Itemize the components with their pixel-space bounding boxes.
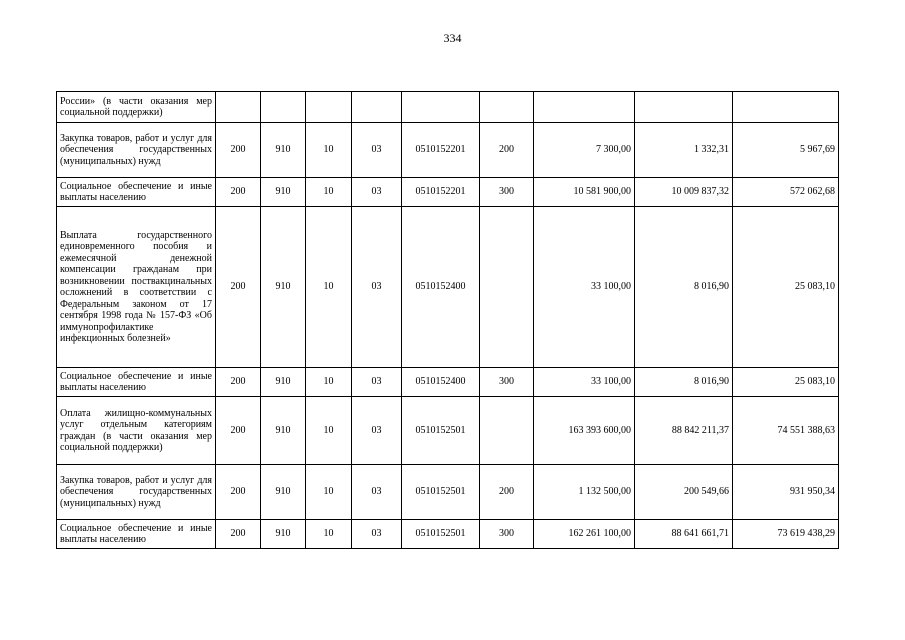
cell-plan: 163 393 600,00 (534, 397, 635, 465)
cell-pr: 03 (352, 178, 402, 207)
table-row (57, 207, 839, 368)
table-row (57, 520, 839, 549)
cell-vr: 300 (480, 520, 534, 549)
cell-exec: 1 332,31 (635, 123, 733, 178)
cell-rz: 10 (306, 520, 352, 549)
table-row (57, 123, 839, 178)
page-number: 334 (443, 31, 462, 45)
cell-plan: 33 100,00 (534, 207, 635, 368)
cell-exec: 8 016,90 (635, 368, 733, 397)
cell-gr: 200 (216, 397, 261, 465)
cell-csr: 0510152501 (402, 465, 480, 520)
cell-vr: 200 (480, 465, 534, 520)
cell-rz: 10 (306, 397, 352, 465)
cell-ved: 910 (261, 207, 306, 368)
cell-pr: 03 (352, 520, 402, 549)
cell-csr: 0510152201 (402, 178, 480, 207)
row-name: Социальное обеспечение и иные выплаты населению (57, 178, 216, 207)
cell-plan: 33 100,00 (534, 368, 635, 397)
cell-gr: 200 (216, 368, 261, 397)
cell-rest: 25 083,10 (733, 368, 839, 397)
cell-plan (534, 92, 635, 123)
cell-rest: 73 619 438,29 (733, 520, 839, 549)
cell-gr: 200 (216, 123, 261, 178)
table-row (57, 178, 839, 207)
cell-exec: 200 549,66 (635, 465, 733, 520)
row-name: Выплата государственного единовременного пособия и ежемесячной денежной компенсации гражданам при возникновении поствакцинальных осложнений в соответствии с Федеральным законом от 17 сентября 1998 года № 157-ФЗ «Об иммунопрофилактике инфекционных болезней» (57, 207, 216, 368)
cell-rest: 5 967,69 (733, 123, 839, 178)
cell-rz: 10 (306, 465, 352, 520)
cell-plan: 7 300,00 (534, 123, 635, 178)
cell-pr: 03 (352, 207, 402, 368)
cell-csr: 0510152400 (402, 207, 480, 368)
cell-pr: 03 (352, 123, 402, 178)
cell-pr: 03 (352, 368, 402, 397)
table-row (57, 397, 839, 465)
cell-rz: 10 (306, 368, 352, 397)
cell-rz: 10 (306, 178, 352, 207)
cell-ved: 910 (261, 178, 306, 207)
row-name: Закупка товаров, работ и услуг для обеспечения государственных (муниципальных) нужд (57, 123, 216, 178)
cell-pr (352, 92, 402, 123)
cell-exec: 88 641 661,71 (635, 520, 733, 549)
cell-vr (480, 207, 534, 368)
cell-vr (480, 397, 534, 465)
cell-rest: 25 083,10 (733, 207, 839, 368)
row-name: Социальное обеспечение и иные выплаты населению (57, 368, 216, 397)
cell-pr: 03 (352, 397, 402, 465)
cell-csr: 0510152501 (402, 397, 480, 465)
cell-rz: 10 (306, 123, 352, 178)
cell-rz: 10 (306, 207, 352, 368)
cell-ved: 910 (261, 368, 306, 397)
cell-vr: 300 (480, 178, 534, 207)
cell-rest: 931 950,34 (733, 465, 839, 520)
cell-rest: 572 062,68 (733, 178, 839, 207)
cell-csr: 0510152201 (402, 123, 480, 178)
cell-vr: 200 (480, 123, 534, 178)
cell-gr: 200 (216, 178, 261, 207)
budget-execution-table (56, 91, 839, 549)
cell-ved: 910 (261, 397, 306, 465)
cell-ved: 910 (261, 123, 306, 178)
cell-vr (480, 92, 534, 123)
cell-csr: 0510152400 (402, 368, 480, 397)
cell-ved (261, 92, 306, 123)
cell-exec (635, 92, 733, 123)
cell-gr: 200 (216, 207, 261, 368)
cell-plan: 10 581 900,00 (534, 178, 635, 207)
cell-exec: 8 016,90 (635, 207, 733, 368)
cell-exec: 88 842 211,37 (635, 397, 733, 465)
cell-rz (306, 92, 352, 123)
row-name: Закупка товаров, работ и услуг для обеспечения государственных (муниципальных) нужд (57, 465, 216, 520)
cell-pr: 03 (352, 465, 402, 520)
cell-rest (733, 92, 839, 123)
cell-csr (402, 92, 480, 123)
table-row (57, 92, 839, 123)
cell-gr: 200 (216, 465, 261, 520)
cell-gr (216, 92, 261, 123)
row-name: Социальное обеспечение и иные выплаты населению (57, 520, 216, 549)
cell-plan: 162 261 100,00 (534, 520, 635, 549)
cell-csr: 0510152501 (402, 520, 480, 549)
cell-plan: 1 132 500,00 (534, 465, 635, 520)
row-name: Оплата жилищно-коммунальных услуг отдельным категориям граждан (в части оказания мер социальной поддержки) (57, 397, 216, 465)
cell-rest: 74 551 388,63 (733, 397, 839, 465)
cell-gr: 200 (216, 520, 261, 549)
table-row (57, 465, 839, 520)
cell-vr: 300 (480, 368, 534, 397)
cell-ved: 910 (261, 465, 306, 520)
cell-ved: 910 (261, 520, 306, 549)
table-row (57, 368, 839, 397)
cell-exec: 10 009 837,32 (635, 178, 733, 207)
row-name: России» (в части оказания мер социальной поддержки) (57, 92, 216, 123)
